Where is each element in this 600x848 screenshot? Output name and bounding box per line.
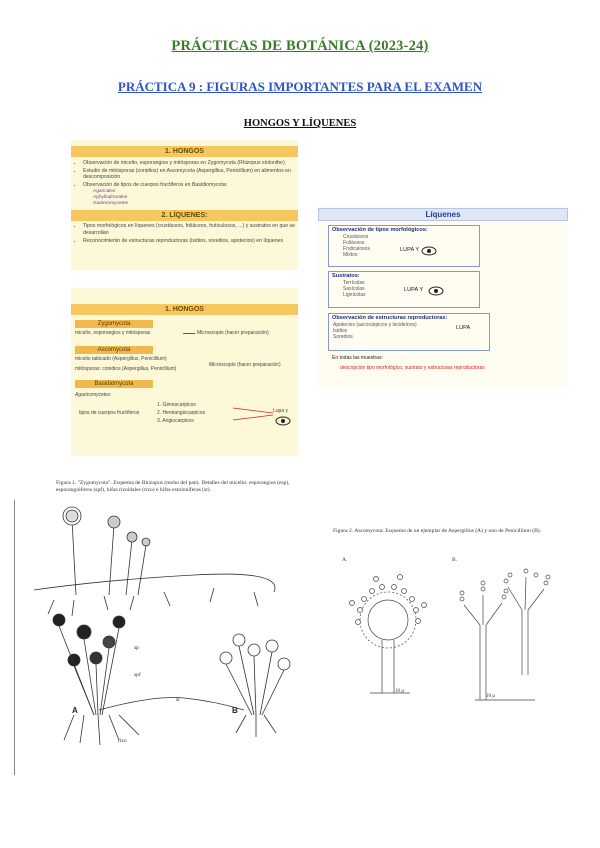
practice-title: PRÁCTICA 9 : FIGURAS IMPORTANTES PARA EL EXAMEN xyxy=(117,79,483,94)
basidio-text: Agaricomycetes xyxy=(75,392,111,398)
slide-objectives xyxy=(71,140,298,270)
zygo-text: micelio, esporangios y mitósporas xyxy=(75,330,151,336)
morpho-item: Foliáceos xyxy=(343,240,365,246)
section-title: HONGOS Y LÍQUENES xyxy=(243,118,357,129)
list-item: • Reconocimiento de estructuras reproductoras (isidios, soredios, apotecios) en líquenes xyxy=(83,238,298,245)
morpho-heading: Observación de tipos morfológicos: xyxy=(332,227,428,233)
list-item: • Tipos morfológicos en líquenes (crustáceos, foliáceos, fruticulosos, ...) y sustratos en que se desarrollan xyxy=(83,223,298,236)
morpho-item: Crustáceos xyxy=(343,234,369,240)
morpho-item: Mixtos xyxy=(343,252,358,258)
repro-item: Apotecios (ascocárpicos y lecideínos) xyxy=(333,322,417,328)
figure-2-penicillium xyxy=(450,565,560,710)
label-st: st xyxy=(176,697,180,703)
sustrato-item: Lignícolas xyxy=(343,292,366,298)
repro-item: Isidios xyxy=(333,328,348,334)
morpho-item: Fruticulosos xyxy=(343,246,370,252)
lupa-label-1: LUPA Y xyxy=(400,247,420,253)
sub-item: Gasteromycetes xyxy=(93,201,128,207)
figure-2-caption: Figura 2. Ascomycota: Esquema de un ejemplar de Aspergillus (A) y uno de Penicillium (B). xyxy=(333,528,542,534)
sub-item: Aphyllophorales xyxy=(93,195,128,201)
band-hongos-2: 1. HONGOS xyxy=(71,304,298,315)
document-title: PRÁCTICAS DE BOTÁNICA (2023-24) xyxy=(171,38,429,54)
figure-1-rhizopus xyxy=(14,500,314,780)
fruit-label: tipos de cuerpos fructíferos xyxy=(79,410,140,416)
scale-a: 10 µ xyxy=(395,689,405,694)
footer-note-2: descripción tipo morfológico, sustrato y estructuras reproductoras xyxy=(340,365,485,371)
label-a: A xyxy=(72,706,78,715)
tag-ascomycota: Ascomycota xyxy=(75,346,153,354)
lupa-label: Lupa y xyxy=(273,408,289,414)
fruit-type: 1. Gimnocarpicos xyxy=(157,402,196,408)
label-sp: sp xyxy=(134,645,139,651)
figure-2-aspergillus xyxy=(340,565,440,700)
zygo-note: Microscopio (hacer preparación) xyxy=(197,330,269,336)
lupa-label-2: LUPA Y xyxy=(404,287,424,293)
list-item: • Estudio de mitósporas (conidios) en Ascomycota (Aspergillus, Penicillium) en alimentos en descomposición xyxy=(83,168,298,181)
repro-item: Soredios xyxy=(333,334,353,340)
label-fig2-a: A. xyxy=(342,557,348,563)
repro-heading: Observación de estructuras reproductoras: xyxy=(332,315,448,321)
asco-text-2: mitósporas: conidios (Aspergillus, Penicillium) xyxy=(75,366,177,372)
sub-item: Agaricales xyxy=(93,189,116,195)
asco-note: Microscopio (hacer preparación) xyxy=(209,362,281,368)
morpho-box xyxy=(328,225,480,267)
fruit-type: 3. Angiocarpicos xyxy=(157,418,194,424)
sustrato-heading: Sustratos: xyxy=(332,273,360,279)
label-fig2-b: B. xyxy=(452,557,458,563)
liquenes-title: Líquenes xyxy=(318,208,568,221)
sustrato-item: Saxícolas xyxy=(343,286,365,292)
tag-zygomycota: Zygomycota xyxy=(75,320,153,328)
lupa-label-3: LUPA xyxy=(456,325,471,331)
asco-text-1: micelio tabicado (Aspergillus, Penicillium) xyxy=(75,356,167,362)
fruit-type: 2. Hemiangiocarpicos xyxy=(157,410,206,416)
label-rizo: rizo xyxy=(118,738,127,744)
eye-icon xyxy=(275,416,291,426)
scale-b: 10 µ xyxy=(486,694,496,699)
list-item: • Observación de tipos de cuerpos fructíferos en Basidiomycota: xyxy=(83,182,298,189)
eye-icon xyxy=(428,286,444,296)
tag-basidiomycota: Basidiomycota xyxy=(75,380,153,388)
label-spf: spf xyxy=(134,672,141,678)
repro-box xyxy=(328,313,490,351)
footer-note-1: En todas las muestras: xyxy=(332,355,383,361)
label-b: B xyxy=(232,706,238,715)
slide-hongos-detail xyxy=(71,288,298,456)
sustrato-item: Terrícolas xyxy=(343,280,365,286)
band-hongos: 1. HONGOS xyxy=(71,146,298,157)
arrow-icon xyxy=(183,333,195,334)
band-liquenes: 2. LÍQUENES: xyxy=(71,210,298,221)
list-item: • Observación de micelio, esporangios y mitósporas en Zygomycota (Rhizopus stolonifer) xyxy=(83,160,298,167)
slide-liquenes xyxy=(318,205,568,388)
eye-icon xyxy=(421,246,437,256)
figure-1-caption: Figura 1. "Zygomycota". Esquema de Rhizopus (moho del pan). Detalles del micelio: esporangios (esp), esporangióforos (spf), hifas rizoidales (rizo) e hifas estoloníferas (st). xyxy=(56,480,290,493)
arrows-icon xyxy=(231,404,275,424)
